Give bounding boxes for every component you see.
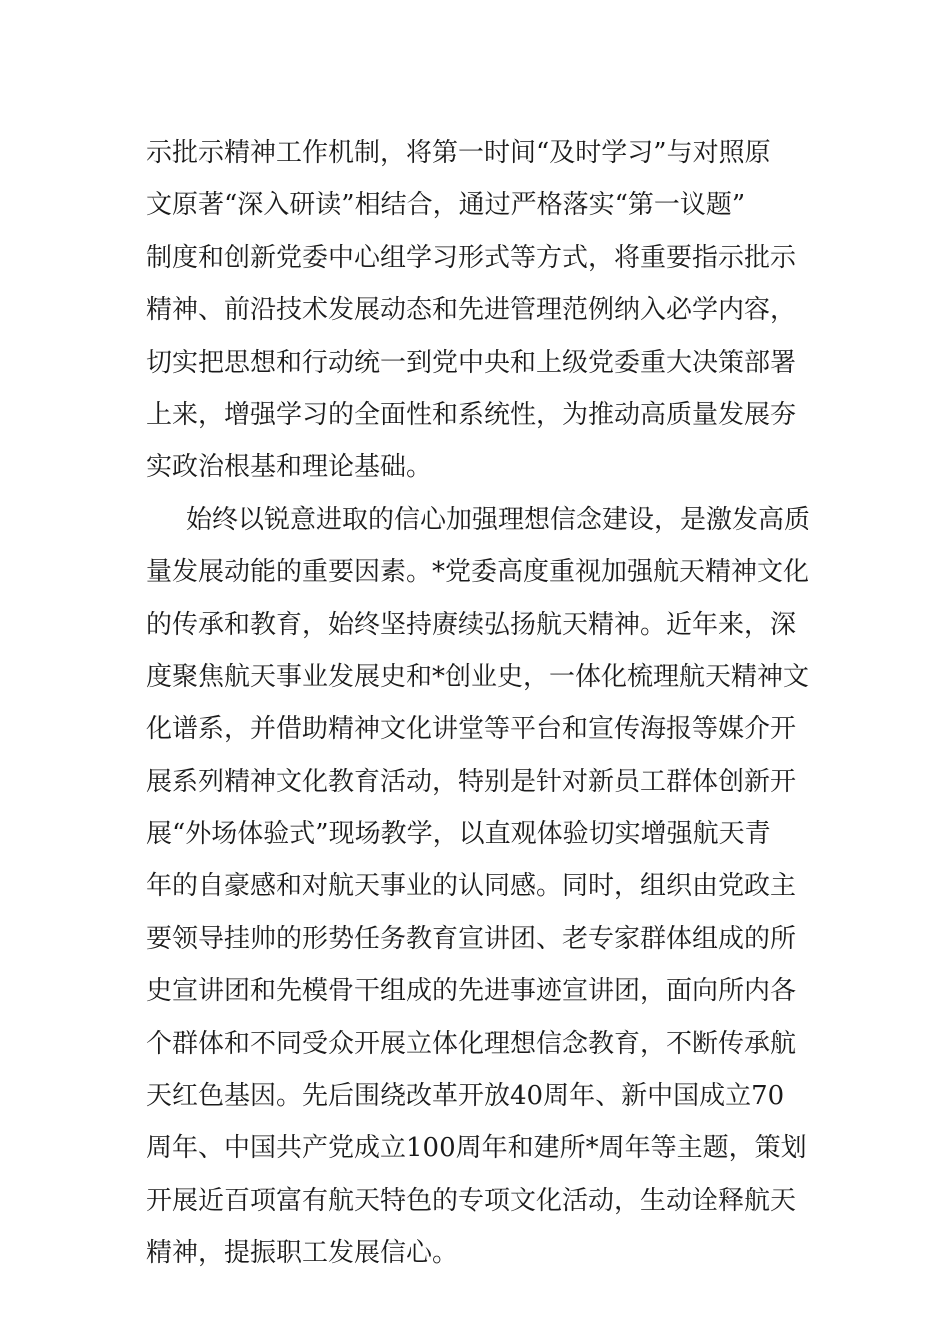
- text-line: 度聚焦航天事业发展史和*创业史，一体化梳理航天精神文: [146, 661, 810, 692]
- text-line: 制度和创新党委中心组学习形式等方式，将重要指示批示: [146, 242, 797, 273]
- text-line: 量发展动能的重要因素。*党委高度重视加强航天精神文化: [146, 557, 810, 588]
- paragraph-ideals-belief: [146, 494, 816, 1280]
- paragraph-continued: [146, 127, 816, 494]
- text-line: 要领导挂帅的形势任务教育宣讲团、老专家群体组成的所: [146, 923, 797, 954]
- text-line: 文原著“深入研读”相结合，通过严格落实“第一议题”: [146, 190, 746, 221]
- text-line: 年的自豪感和对航天事业的认同感。同时，组织由党政主: [146, 871, 797, 902]
- text-line: 开展近百项富有航天特色的专项文化活动，生动诠释航天: [146, 1185, 797, 1216]
- text-line: 始终以锐意进取的信心加强理想信念建设，是激发高质: [186, 504, 811, 535]
- text-line: 的传承和教育，始终坚持赓续弘扬航天精神。近年来，深: [146, 609, 797, 640]
- text-line: 个群体和不同受众开展立体化理想信念教育，不断传承航: [146, 1028, 797, 1059]
- text-line: 天红色基因。先后围绕改革开放40周年、新中国成立70: [146, 1081, 785, 1112]
- text-line: 展系列精神文化教育活动，特别是针对新员工群体创新开: [146, 766, 797, 797]
- text-line: 史宣讲团和先模骨干组成的先进事迹宣讲团，面向所内各: [146, 976, 797, 1007]
- text-line: 展“外场体验式”现场教学，以直观体验切实增强航天青: [146, 819, 771, 850]
- text-line: 周年、中国共产党成立100周年和建所*周年等主题，策划: [146, 1133, 807, 1164]
- text-line: 化谱系，并借助精神文化讲堂等平台和宣传海报等媒介开: [146, 714, 797, 745]
- text-line: 上来，增强学习的全面性和系统性，为推动高质量发展夯: [146, 399, 797, 430]
- document-body: [146, 127, 816, 1280]
- text-line: 精神、前沿技术发展动态和先进管理范例纳入必学内容，: [146, 295, 797, 326]
- text-line: 示批示精神工作机制，将第一时间“及时学习”与对照原: [146, 138, 771, 168]
- text-line: 切实把思想和行动统一到党中央和上级党委重大决策部署: [146, 347, 797, 378]
- text-line: 精神，提振职工发展信心。: [146, 1238, 459, 1269]
- text-line: 实政治根基和理论基础。: [146, 452, 433, 483]
